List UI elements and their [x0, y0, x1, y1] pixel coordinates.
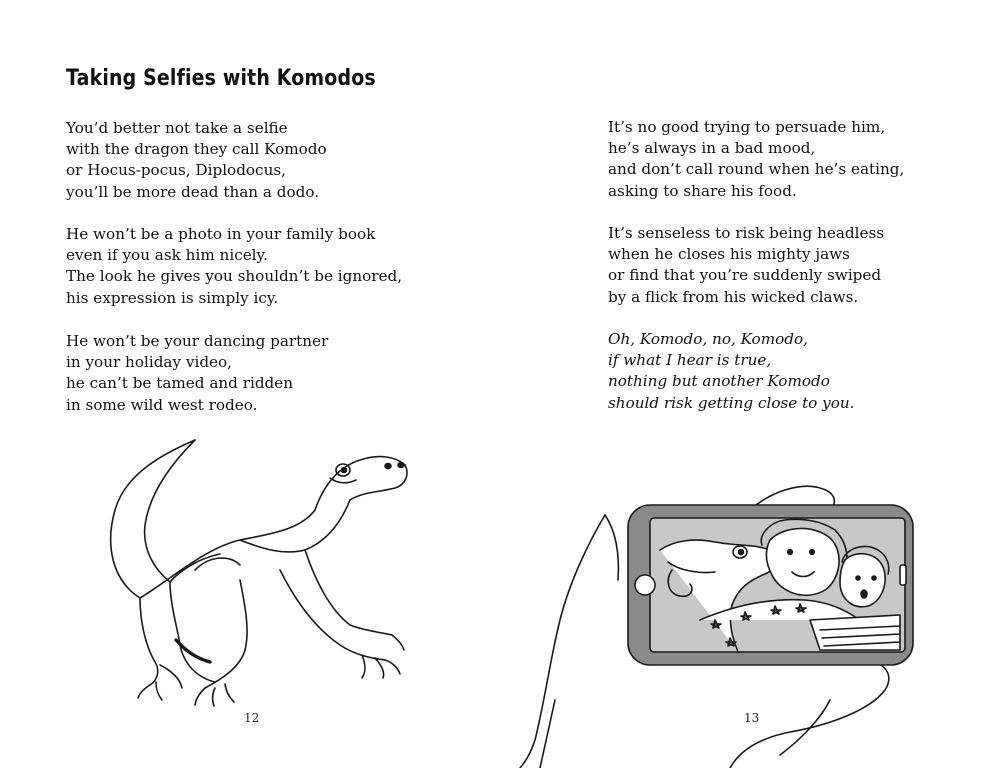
stanza-4 — [608, 117, 904, 202]
poem-line: It’s senseless to risk being headless — [608, 224, 885, 242]
page-number: 12 — [244, 711, 260, 725]
poem-title: Taking Selfies with Komodos — [66, 66, 376, 91]
poem-line: or Hocus-pocus, Diplodocus, — [66, 161, 286, 180]
poem-line: or find that you’re suddenly swiped — [608, 266, 882, 285]
poem-line: if what I hear is true, — [608, 351, 772, 370]
poem-line: asking to share his food. — [608, 181, 797, 200]
stanza-3 — [66, 331, 328, 416]
poem-line: nothing but another Komodo — [608, 372, 830, 391]
right-page — [500, 0, 1000, 768]
stanza-5 — [608, 223, 884, 308]
page-number: 13 — [744, 711, 760, 725]
poem-line: He won’t be your dancing partner — [66, 332, 329, 350]
poem-line: his expression is simply icy. — [66, 288, 279, 307]
poem-line: It’s no good trying to persuade him, — [608, 118, 886, 136]
poem-line: Oh, Komodo, no, Komodo, — [608, 330, 808, 348]
poem-line: and don’t call round when he’s eating, — [608, 160, 905, 179]
poem-line: in your holiday video, — [66, 353, 233, 372]
stanza-2 — [66, 224, 402, 309]
poem-line: by a flick from his wicked claws. — [608, 287, 859, 306]
poem-line: You’d better not take a selfie — [66, 119, 288, 137]
komodo-dragon-illustration — [100, 430, 430, 710]
poem-line: he can’t be tamed and ridden — [66, 374, 294, 393]
poem-line: The look he gives you shouldn’t be ignored, — [66, 267, 403, 286]
poem-line: you’ll be more dead than a dodo. — [66, 182, 320, 201]
poem-line: he’s always in a bad mood, — [608, 139, 816, 158]
poem-line: even if you ask him nicely. — [66, 246, 268, 265]
stanza-1 — [66, 118, 327, 203]
poem-line: should risk getting close to you. — [608, 393, 855, 412]
poem-line: with the dragon they call Komodo — [66, 140, 327, 159]
poem-line: in some wild west rodeo. — [66, 395, 258, 414]
poem-line: when he closes his mighty jaws — [608, 245, 850, 264]
stanza-6 — [608, 329, 854, 414]
poem-line: He won’t be a photo in your family book — [66, 225, 376, 243]
